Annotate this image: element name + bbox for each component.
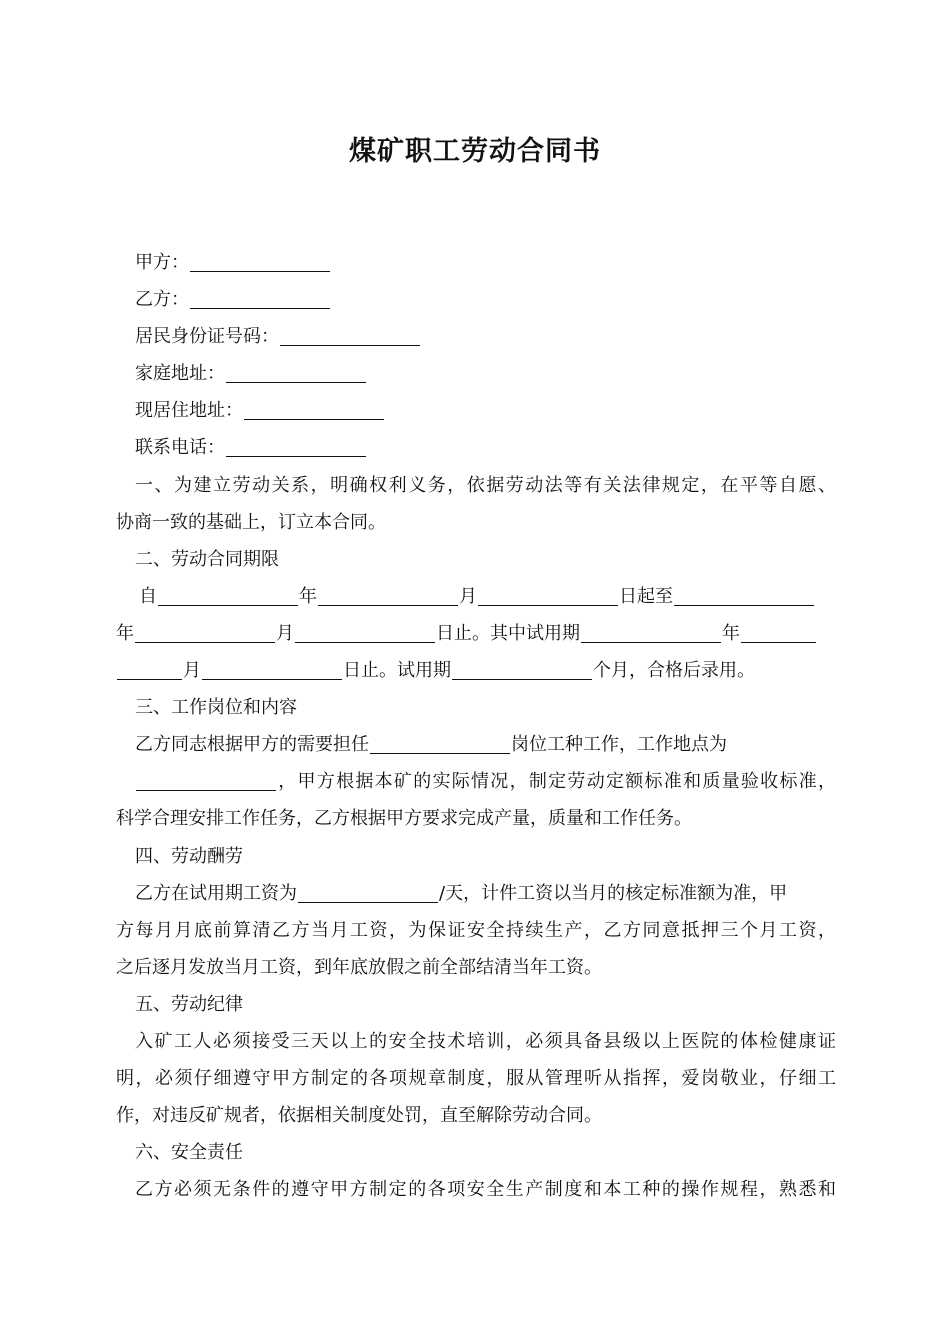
section-2-line-3 [116,652,836,689]
party-b-blank [190,287,330,309]
section-3-line-3: 科学合理安排工作任务，乙方根据甲方要求完成产量，质量和工作任务。 [116,808,692,830]
month-label: 月 [459,585,477,607]
section-6-line-1: 乙方必须无条件的遵守甲方制定的各项安全生产制度和本工种的操作规程，熟悉和 [135,1179,836,1201]
start-year-blank [158,584,298,606]
home-address-field [116,355,836,392]
wage-text-a: 乙方在试用期工资为 [135,882,297,904]
start-month-blank [318,584,458,606]
wage-blank [298,881,438,903]
phone-label: 联系电话： [135,437,225,459]
section-3-line-2 [116,763,836,800]
party-a-blank [190,250,330,272]
section-3-line-2-text: ，甲方根据本矿的实际情况，制定劳动定额标准和质量验收标准， [277,771,836,793]
section-4-heading: 四、劳动酬劳 [135,845,243,867]
section-1-line-1: 一、为建立劳动关系，明确权利义务，依据劳动法等有关法律规定，在平等自愿、 [135,474,836,496]
month-label: 月 [183,660,201,682]
home-address-blank [226,361,366,383]
wage-text-b: /天，计件工资以当月的核定标准额为准，甲 [439,882,788,904]
phone-blank [226,435,366,457]
party-a-label: 甲方： [135,252,189,273]
trial-month-blank-b [117,658,182,680]
current-address-blank [244,398,384,420]
document-body [116,244,836,1208]
year-label: 年 [722,622,740,644]
section-2-heading: 二、劳动合同期限 [135,548,279,570]
current-address-field [116,392,836,429]
section-2-line-2 [116,615,836,652]
end-month-blank [135,621,275,643]
current-address-label: 现居住地址： [135,400,243,422]
id-number-blank [280,324,420,346]
position-text-b: 岗位工种工作，工作地点为 [511,734,727,756]
section-3-line-1 [116,726,836,763]
trial-year-blank [581,621,721,643]
party-b-field [116,281,836,318]
year-label: 年 [116,622,134,644]
section-5-line-1: 入矿工人必须接受三天以上的安全技术培训，必须具备县级以上医院的体检健康证 [135,1030,836,1052]
trial-day-blank [202,658,342,680]
day-end-label: 日止。试用期 [343,660,451,682]
end-day-blank [295,621,435,643]
trial-months-blank [452,658,592,680]
end-year-blank [674,584,814,606]
term-from-label: 自 [139,585,157,607]
workplace-blank [136,769,276,791]
section-5-line-2: 明，必须仔细遵守甲方制定的各项规章制度，服从管理听从指挥，爱岗敬业，仔细工 [116,1068,836,1090]
phone-field [116,429,836,466]
trial-month-blank-a [741,621,816,643]
section-4-line-1 [116,875,836,912]
month-label: 月 [276,622,294,644]
day-end-trial-label: 日止。其中试用期 [436,622,580,644]
id-number-label: 居民身份证号码： [135,326,279,348]
section-3-heading: 三、工作岗位和内容 [135,697,297,719]
party-b-label: 乙方： [135,289,189,311]
day-start-to-label: 日起至 [619,585,673,607]
section-1-line-2: 协商一致的基础上，订立本合同。 [116,511,386,533]
section-2-line-1 [116,578,836,615]
section-6-heading: 六、安全责任 [135,1142,243,1164]
year-label: 年 [299,585,317,607]
position-blank [370,732,510,754]
section-5-heading: 五、劳动纪律 [135,993,243,1015]
start-day-blank [478,584,618,606]
months-hired-label: 个月，合格后录用。 [593,660,755,682]
section-4-line-2: 方每月月底前算清乙方当月工资，为保证安全持续生产，乙方同意抵押三个月工资， [116,919,836,941]
position-text-a: 乙方同志根据甲方的需要担任 [135,734,369,756]
home-address-label: 家庭地址： [135,363,225,385]
section-4-line-3: 之后逐月发放当月工资，到年底放假之前全部结清当年工资。 [116,956,602,978]
id-number-field [116,318,836,355]
section-5-line-3: 作，对违反矿规者，依据相关制度处罚，直至解除劳动合同。 [116,1105,602,1127]
document-title: 煤矿职工劳动合同书 [349,136,601,167]
party-a-field [116,244,836,281]
